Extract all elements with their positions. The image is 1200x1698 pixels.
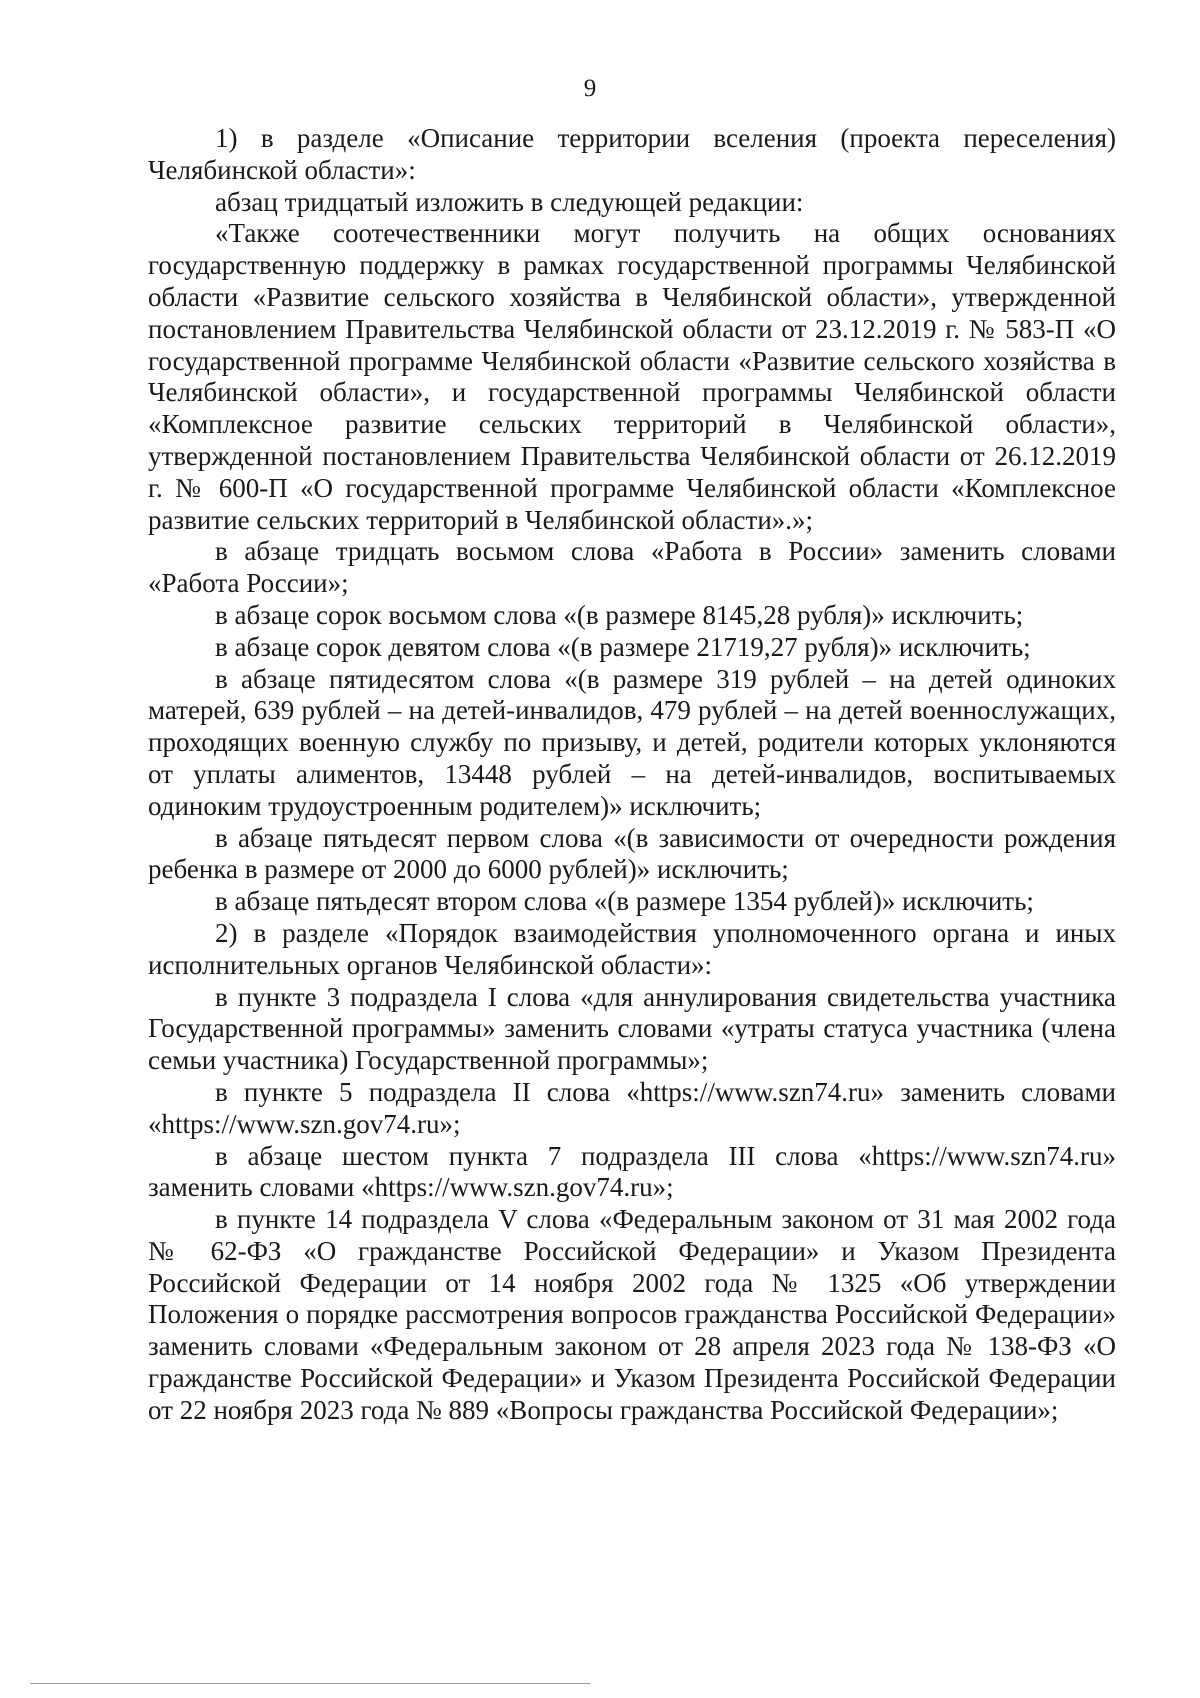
paragraph: в пункте 3 подраздела I слова «для аннулирования свидетельства участника Государственной программы» заменить словами «утраты статуса участника (члена семьи участника) Государственной программы»; bbox=[148, 981, 1116, 1076]
paragraph: в абзаце шестом пункта 7 подраздела III слова «https://www.szn74.ru» заменить словами «https://www.szn.gov74.ru»; bbox=[148, 1140, 1116, 1203]
paragraph: в пункте 5 подраздела II слова «https://www.szn74.ru» заменить словами «https://www.szn.gov74.ru»; bbox=[148, 1076, 1116, 1139]
paragraph: в пункте 14 подраздела V слова «Федеральным законом от 31 мая 2002 года № 62-ФЗ «О гражданстве Российской Федерации» и Указом Президента Российской Федерации от 14 ноября 2002 года № 1325 «Об утверждении Положения о порядке рассмотрения вопросов гражданства Российской Федерации» заменить словами «Федеральным законом от 28 апреля 2023 года № 138-ФЗ «О гражданстве Российской Федерации» и Указом Президента Российской Федерации от 22 ноября 2023 года № 889 «Вопросы гражданства Российской Федерации»; bbox=[148, 1204, 1116, 1425]
paragraph: 1) в разделе «Описание территории вселения (проекта переселения) Челябинской области»: bbox=[148, 123, 1116, 185]
document-body bbox=[148, 123, 1116, 1427]
paragraph: в абзаце пятидесятом слова «(в размере 319 рублей – на детей одиноких матерей, 639 рублей – на детей-инвалидов, 479 рублей – на детей военнослужащих, проходящих военную службу по призыву, и детей, родители которых уклоняются от уплаты алиментов, 13448 рублей – на детей-инвалидов, воспитываемых одиноким трудоустроенным родителем)» исключить; bbox=[148, 663, 1116, 821]
paragraph: «Также соотечественники могут получить на общих основаниях государственную поддержку в рамках государственной программы Челябинской области «Развитие сельского хозяйства в Челябинской области», утвержденной постановлением Правительства Челябинской области от 23.12.2019 г. № 583-П «О государственной программе Челябинской области «Развитие сельского хозяйства в Челябинской области», и государственной программы Челябинской области «Комплексное развитие сельских территорий в Челябинской области», утвержденной постановлением Правительства Челябинской области от 26.12.2019 г. № 600-П «О государственной программе Челябинской области «Комплексное развитие сельских территорий в Челябинской области».»; bbox=[148, 218, 1116, 535]
paragraph: в абзаце тридцать восьмом слова «Работа в России» заменить словами «Работа России»; bbox=[148, 536, 1116, 599]
paragraph: в абзаце пятьдесят первом слова «(в зависимости от очередности рождения ребенка в размере от 2000 до 6000 рублей)» исключить; bbox=[148, 822, 1116, 885]
paragraph: в абзаце сорок девятом слова «(в размере 21719,27 рубля)» исключить; bbox=[215, 631, 1031, 662]
paragraph: в абзаце пятьдесят втором слова «(в размере 1354 рублей)» исключить; bbox=[215, 886, 1034, 917]
paragraph: 2) в разделе «Порядок взаимодействия уполномоченного органа и иных исполнительных органов Челябинской области»: bbox=[148, 917, 1116, 980]
page-number: 9 bbox=[583, 75, 597, 102]
scan-edge-line bbox=[30, 1683, 590, 1684]
paragraph: абзац тридцатый изложить в следующей редакции: bbox=[215, 186, 804, 217]
paragraph: в абзаце сорок восьмом слова «(в размере 8145,28 рубля)» исключить; bbox=[215, 599, 1024, 630]
